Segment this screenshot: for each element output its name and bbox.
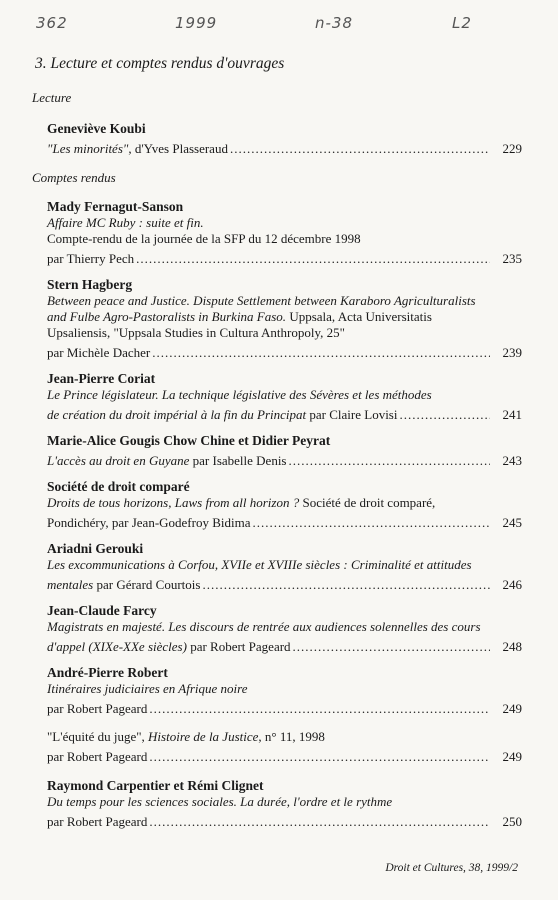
section-title: 3. Lecture et comptes rendus d'ouvrages: [35, 55, 285, 72]
page-number: 246: [502, 577, 522, 592]
toc-entry: [47, 602, 522, 655]
handwritten-note: n-38: [315, 14, 354, 32]
toc-entry: [47, 777, 522, 830]
page-number: 245: [502, 515, 522, 530]
entry-author: Raymond Carpentier et Rémi Clignet: [47, 778, 264, 793]
entry-leader-line: [47, 745, 522, 765]
entry-leader-line: [47, 697, 522, 717]
toc-entry: [47, 478, 522, 531]
dot-leader: [202, 577, 490, 593]
handwritten-note: 362: [36, 14, 68, 32]
entry-line: "L'équité du juge",: [47, 729, 149, 744]
entry-author: Ariadni Gerouki: [47, 541, 144, 556]
entry-reviewer: par Robert Pageard: [47, 814, 148, 829]
entry-reviewer: par Isabelle Denis: [189, 453, 287, 468]
entry-leader-line: [47, 449, 522, 469]
category-comptes-rendus: Comptes rendus: [32, 170, 116, 185]
entry-reviewer: par Robert Pageard: [47, 701, 148, 716]
entry-line: , n° 11, 1998: [258, 729, 325, 744]
page-footer: Droit et Cultures, 38, 1999/2: [385, 862, 518, 874]
entry-title: Le Prince législateur. La technique législative des Sévères et les méthodes: [47, 387, 432, 402]
dot-leader: [149, 749, 490, 765]
dot-leader: [289, 453, 491, 469]
entry-title: Affaire MC Ruby : suite et fin.: [47, 215, 204, 230]
entry-author: Geneviève Koubi: [47, 121, 146, 136]
page-number: 241: [502, 407, 522, 422]
entry-leader-line: [47, 573, 522, 593]
entry-title: "Les minorités": [47, 141, 129, 156]
entry-author: Jean-Claude Farcy: [47, 603, 157, 618]
dot-leader: [149, 814, 490, 830]
toc-entry: [47, 664, 522, 717]
dot-leader: [149, 701, 490, 717]
entry-author: Marie-Alice Gougis Chow Chine et Didier Peyrat: [47, 433, 331, 448]
entry-title: Histoire de la Justice: [148, 729, 259, 744]
page-number: 249: [502, 749, 522, 764]
entry-leader-line: [47, 810, 522, 830]
entry-line: Upsaliensis, "Uppsala Studies in Cultura Anthropoly, 25": [47, 325, 345, 340]
toc-entry: [47, 276, 522, 361]
entry-title: Droits de tous horizons, Laws from all horizon ?: [47, 495, 300, 510]
entry-reviewer: par Robert Pageard: [47, 749, 148, 764]
entry-author: Mady Fernagut-Sanson: [47, 199, 184, 214]
category-lecture: Lecture: [32, 90, 72, 105]
entry-line: Uppsala, Acta Universitatis: [286, 309, 432, 324]
toc-entry: [47, 198, 522, 267]
entry-title: Du temps pour les sciences sociales. La durée, l'ordre et le rythme: [47, 794, 393, 809]
page-number: 239: [502, 345, 522, 360]
entry-reviewer: par Robert Pageard: [186, 639, 291, 654]
comptes-rendus-list: [47, 198, 522, 839]
page-number: 229: [502, 141, 522, 156]
page-number: 243: [502, 453, 522, 468]
page-number: 248: [502, 639, 522, 654]
entry-reviewer: , d'Yves Plasseraud: [128, 141, 228, 156]
entry-title: Magistrats en majesté. Les discours de rentrée aux audiences solennelles des cours: [47, 619, 481, 634]
dot-leader: [399, 407, 490, 423]
entry-reviewer: par Gérard Courtois: [93, 577, 201, 592]
entry-leader-line: [47, 635, 522, 655]
dot-leader: [136, 251, 490, 267]
page-number: 250: [502, 814, 522, 829]
entry-title: L'accès au droit en Guyane: [47, 453, 190, 468]
entry-title: mentales: [47, 577, 94, 592]
entry-leader-line: [47, 247, 522, 267]
entry-line: Société de droit comparé,: [299, 495, 436, 510]
entry-line: Compte-rendu de la journée de la SFP du 12 décembre 1998: [47, 231, 361, 246]
entry-title: Between peace and Justice. Dispute Settlement between Karaboro Agriculturalists: [47, 293, 476, 308]
toc-entry: [47, 370, 522, 423]
dot-leader: [253, 515, 491, 531]
entry-title: and Fulbe Agro-Pastoralists in Burkina Faso.: [47, 309, 287, 324]
entry-title: Les excommunications à Corfou, XVIIe et XVIIIe siècles : Criminalité et attitudes: [47, 557, 472, 572]
entry-title: d'appel (XIXe-XXe siècles): [47, 639, 187, 654]
entry-leader-line: [47, 137, 522, 157]
handwritten-note: L2: [452, 14, 472, 32]
toc-entry: [47, 432, 522, 469]
entry-title: Itinéraires judiciaires en Afrique noire: [47, 681, 248, 696]
toc-entry: [47, 540, 522, 593]
page-number: 249: [502, 701, 522, 716]
page-number: 235: [502, 251, 522, 266]
entry-author: Jean-Pierre Coriat: [47, 371, 156, 386]
entry-author: Stern Hagberg: [47, 277, 133, 292]
entry-reviewer: par Thierry Pech: [47, 251, 135, 266]
dot-leader: [230, 141, 490, 157]
toc-entry: [47, 729, 522, 765]
handwritten-note: 1999: [175, 14, 218, 32]
entry-title: de création du droit impérial à la fin du Principat: [47, 407, 307, 422]
entry-leader-line: [47, 511, 522, 531]
lecture-list: [47, 120, 522, 166]
entry-leader-line: [47, 341, 522, 361]
entry-leader-line: [47, 403, 522, 423]
dot-leader: [152, 345, 490, 361]
toc-entry: [47, 120, 522, 157]
entry-reviewer: Pondichéry, par Jean-Godefroy Bidima: [47, 515, 251, 530]
entry-author: André-Pierre Robert: [47, 665, 168, 680]
entry-author: Société de droit comparé: [47, 479, 190, 494]
entry-reviewer: par Michèle Dacher: [47, 345, 151, 360]
dot-leader: [293, 639, 490, 655]
entry-reviewer: par Claire Lovisi: [306, 407, 398, 422]
